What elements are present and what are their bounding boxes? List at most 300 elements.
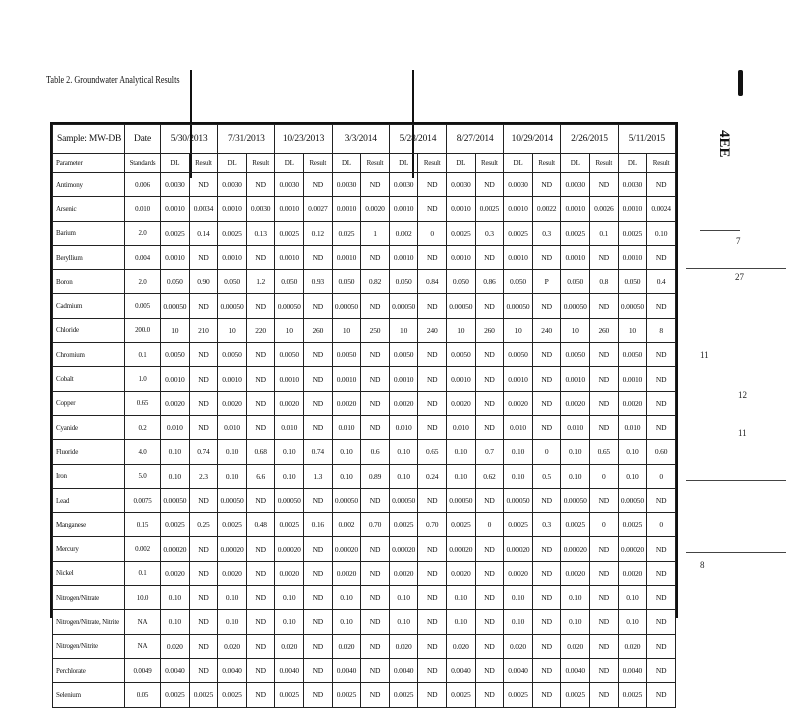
result-cell: 0 (589, 513, 618, 537)
result-cell: ND (589, 634, 618, 658)
result-cell: ND (418, 634, 447, 658)
result-cell: ND (361, 683, 390, 707)
dl-cell: 0.0010 (447, 245, 476, 269)
parameter-cell: Nitrogen/Nitrate (53, 586, 125, 610)
result-cell: ND (189, 658, 218, 682)
dl-cell: 10 (332, 318, 361, 342)
standard-cell: NA (125, 634, 161, 658)
standard-cell: 0.004 (125, 245, 161, 269)
dl-cell: 0.0030 (618, 173, 647, 197)
dl-cell: 0.00050 (275, 294, 304, 318)
dl-cell: 0.0040 (447, 658, 476, 682)
standard-cell: 0.0049 (125, 658, 161, 682)
dl-cell: 0.00020 (447, 537, 476, 561)
dl-cell: 0.00020 (504, 537, 533, 561)
result-cell: ND (304, 245, 333, 269)
dl-cell: 0.025 (332, 221, 361, 245)
result-cell: 0.3 (532, 513, 561, 537)
dl-cell: 0.0030 (447, 173, 476, 197)
result-cell: 260 (304, 318, 333, 342)
result-cell: 0.93 (304, 270, 333, 294)
dl-cell: 0.10 (504, 586, 533, 610)
result-cell: ND (589, 586, 618, 610)
result-cell: ND (475, 658, 504, 682)
result-cell: ND (304, 367, 333, 391)
result-cell: ND (532, 367, 561, 391)
dl-cell: 0.0030 (161, 173, 190, 197)
dl-cell: 0.10 (389, 586, 418, 610)
result-cell: 0.70 (361, 513, 390, 537)
date-label: Date (125, 125, 161, 154)
dl-cell: 0.0025 (618, 221, 647, 245)
dl-cell: 0.0040 (389, 658, 418, 682)
dl-cell: 0.0010 (332, 245, 361, 269)
result-header: Result (647, 154, 676, 173)
standard-cell: 0.0075 (125, 488, 161, 512)
dl-cell: 0.0050 (447, 343, 476, 367)
result-cell: ND (246, 537, 275, 561)
result-cell: 0.24 (418, 464, 447, 488)
result-cell: ND (589, 488, 618, 512)
dl-cell: 0.0010 (218, 367, 247, 391)
result-cell: ND (189, 391, 218, 415)
result-cell: ND (304, 488, 333, 512)
result-cell: ND (189, 488, 218, 512)
dl-cell: 0.00050 (332, 294, 361, 318)
result-cell: ND (304, 683, 333, 707)
result-cell: ND (361, 537, 390, 561)
result-cell: ND (361, 561, 390, 585)
result-cell: 220 (246, 318, 275, 342)
standard-cell: 0.1 (125, 343, 161, 367)
result-cell: 260 (589, 318, 618, 342)
result-cell: 0.74 (189, 440, 218, 464)
dl-cell: 0.0020 (218, 391, 247, 415)
result-cell: ND (589, 367, 618, 391)
result-cell: ND (589, 537, 618, 561)
dl-cell: 10 (504, 318, 533, 342)
result-cell: ND (475, 245, 504, 269)
standards-header: Standards (125, 154, 161, 173)
margin-note: 11 (738, 428, 747, 438)
result-cell: ND (246, 488, 275, 512)
result-cell: ND (189, 537, 218, 561)
standard-cell: 0.05 (125, 683, 161, 707)
dl-cell: 0.0010 (275, 367, 304, 391)
result-cell: ND (361, 658, 390, 682)
result-header: Result (589, 154, 618, 173)
result-cell: ND (246, 343, 275, 367)
standard-cell: 10.0 (125, 586, 161, 610)
dl-cell: 0.0025 (447, 683, 476, 707)
result-cell: ND (589, 415, 618, 439)
dl-header: DL (561, 154, 590, 173)
scan-mark (738, 70, 743, 96)
dl-cell: 0.0020 (504, 561, 533, 585)
dl-cell: 0.050 (332, 270, 361, 294)
parameter-cell: Antimony (53, 173, 125, 197)
parameter-cell: Nitrogen/Nitrite (53, 634, 125, 658)
sample-label: Sample: MW-DB (53, 125, 125, 154)
dl-cell: 0.050 (275, 270, 304, 294)
dl-cell: 0.10 (618, 610, 647, 634)
dl-cell: 0.00050 (561, 488, 590, 512)
table-row (53, 683, 676, 707)
result-cell: ND (361, 415, 390, 439)
dl-cell: 0.10 (332, 464, 361, 488)
parameter-cell: Mercury (53, 537, 125, 561)
result-cell: ND (189, 343, 218, 367)
result-cell: 0.10 (647, 221, 676, 245)
parameter-cell: Fluoride (53, 440, 125, 464)
dl-cell: 0.0030 (389, 173, 418, 197)
result-cell: 1 (361, 221, 390, 245)
result-cell: 1.3 (304, 464, 333, 488)
margin-line (700, 230, 740, 231)
result-cell: ND (647, 488, 676, 512)
dl-cell: 0.00050 (447, 294, 476, 318)
dl-cell: 0.0010 (389, 245, 418, 269)
result-cell: ND (189, 610, 218, 634)
result-cell: ND (246, 173, 275, 197)
dl-cell: 10 (218, 318, 247, 342)
dl-cell: 0.00020 (618, 537, 647, 561)
result-cell: ND (647, 683, 676, 707)
result-cell: ND (304, 537, 333, 561)
table-caption: Table 2. Groundwater Analytical Results (46, 75, 180, 86)
result-cell: 0.90 (189, 270, 218, 294)
dl-cell: 0.10 (447, 610, 476, 634)
dl-cell: 0.10 (504, 440, 533, 464)
dl-cell: 0.00020 (332, 537, 361, 561)
standard-cell: 0.010 (125, 197, 161, 221)
result-cell: 0 (647, 464, 676, 488)
standard-cell: 1.0 (125, 367, 161, 391)
table-row (53, 561, 676, 585)
result-cell: ND (418, 173, 447, 197)
table-row (53, 658, 676, 682)
dl-cell: 0.00050 (561, 294, 590, 318)
result-cell: 0.0025 (475, 197, 504, 221)
dl-cell: 0.0010 (618, 245, 647, 269)
dl-cell: 0.0025 (447, 221, 476, 245)
result-cell: ND (589, 173, 618, 197)
dl-cell: 10 (275, 318, 304, 342)
table-row (53, 464, 676, 488)
result-cell: 0.13 (246, 221, 275, 245)
dl-cell: 0.00050 (218, 294, 247, 318)
parameter-cell: Cadmium (53, 294, 125, 318)
dl-cell: 0.010 (218, 415, 247, 439)
result-cell: ND (532, 537, 561, 561)
table-row (53, 586, 676, 610)
standard-cell: 0.002 (125, 537, 161, 561)
result-header: Result (475, 154, 504, 173)
parameter-cell: Iron (53, 464, 125, 488)
result-header: Result (418, 154, 447, 173)
result-cell: ND (647, 658, 676, 682)
parameter-cell: Copper (53, 391, 125, 415)
dl-cell: 0.00020 (218, 537, 247, 561)
result-cell: 210 (189, 318, 218, 342)
result-cell: ND (246, 634, 275, 658)
dl-cell: 0.0050 (275, 343, 304, 367)
dl-cell: 0.10 (275, 586, 304, 610)
result-cell: ND (475, 586, 504, 610)
dl-cell: 0.0040 (161, 658, 190, 682)
result-cell: 0.48 (246, 513, 275, 537)
dl-cell: 0.0030 (332, 173, 361, 197)
dl-cell: 0.0020 (561, 561, 590, 585)
dl-cell: 10 (447, 318, 476, 342)
result-cell: 0.0022 (532, 197, 561, 221)
result-cell: ND (532, 634, 561, 658)
date-header-row (53, 125, 676, 154)
margin-line (686, 268, 786, 269)
result-cell: ND (361, 391, 390, 415)
result-cell: ND (532, 683, 561, 707)
result-cell: ND (246, 294, 275, 318)
result-cell: ND (647, 391, 676, 415)
dl-cell: 0.0025 (504, 683, 533, 707)
table-row (53, 367, 676, 391)
result-cell: 0.65 (589, 440, 618, 464)
dl-cell: 0.10 (561, 586, 590, 610)
parameter-cell: Chromium (53, 343, 125, 367)
dl-cell: 0.10 (447, 464, 476, 488)
result-cell: ND (475, 488, 504, 512)
result-cell: ND (589, 343, 618, 367)
result-cell: ND (246, 658, 275, 682)
result-cell: ND (418, 197, 447, 221)
result-cell: 0.0034 (189, 197, 218, 221)
dl-cell: 0.020 (332, 634, 361, 658)
standard-cell: NA (125, 610, 161, 634)
table-row (53, 318, 676, 342)
dl-cell: 0.020 (561, 634, 590, 658)
dl-cell: 0.050 (504, 270, 533, 294)
sample-date-header: 8/27/2014 (447, 125, 504, 154)
result-cell: ND (647, 586, 676, 610)
dl-cell: 0.050 (561, 270, 590, 294)
table-row (53, 440, 676, 464)
result-cell: 0.65 (418, 440, 447, 464)
margin-note: 27 (735, 272, 744, 282)
result-cell: ND (532, 658, 561, 682)
table-row (53, 197, 676, 221)
dl-cell: 0.0050 (332, 343, 361, 367)
result-cell: 0 (532, 440, 561, 464)
dl-cell: 0.050 (447, 270, 476, 294)
result-cell: 0.0027 (304, 197, 333, 221)
dl-cell: 0.020 (447, 634, 476, 658)
parameter-cell: Nickel (53, 561, 125, 585)
dl-cell: 0.010 (332, 415, 361, 439)
result-cell: 0.60 (647, 440, 676, 464)
dl-cell: 10 (161, 318, 190, 342)
result-cell: 0 (589, 464, 618, 488)
result-cell: ND (647, 173, 676, 197)
result-cell: 0.3 (475, 221, 504, 245)
result-cell: ND (532, 561, 561, 585)
result-cell: ND (589, 294, 618, 318)
dl-cell: 0.0030 (504, 173, 533, 197)
dl-cell: 0.0040 (561, 658, 590, 682)
result-cell: 240 (532, 318, 561, 342)
result-cell: ND (246, 610, 275, 634)
standard-cell: 0.006 (125, 173, 161, 197)
result-cell: ND (304, 634, 333, 658)
dl-cell: 0.10 (275, 440, 304, 464)
sample-date-header: 5/30/2013 (161, 125, 218, 154)
dl-cell: 0.10 (218, 610, 247, 634)
dl-cell: 0.020 (504, 634, 533, 658)
dl-cell: 0.00020 (161, 537, 190, 561)
dl-cell: 0.050 (161, 270, 190, 294)
result-cell: ND (418, 610, 447, 634)
dl-cell: 0.0010 (504, 367, 533, 391)
result-cell: 6.6 (246, 464, 275, 488)
result-cell: ND (532, 415, 561, 439)
result-cell: ND (418, 561, 447, 585)
result-cell: 250 (361, 318, 390, 342)
dl-cell: 0.002 (389, 221, 418, 245)
result-cell: ND (189, 586, 218, 610)
dl-cell: 0.0010 (218, 197, 247, 221)
dl-cell: 0.0025 (218, 683, 247, 707)
result-cell: 0.62 (475, 464, 504, 488)
dl-cell: 0.0010 (275, 245, 304, 269)
dl-cell: 0.0025 (561, 221, 590, 245)
result-cell: ND (589, 561, 618, 585)
result-cell: ND (418, 586, 447, 610)
parameter-cell: Barium (53, 221, 125, 245)
result-cell: 0.68 (246, 440, 275, 464)
dl-cell: 0.10 (389, 464, 418, 488)
result-cell: ND (189, 634, 218, 658)
dl-cell: 0.0050 (161, 343, 190, 367)
result-header: Result (361, 154, 390, 173)
dl-cell: 0.10 (504, 464, 533, 488)
dl-cell: 0.0025 (161, 221, 190, 245)
dl-cell: 0.00050 (389, 488, 418, 512)
dl-cell: 0.0025 (561, 513, 590, 537)
result-cell: 0.86 (475, 270, 504, 294)
dl-cell: 0.00050 (332, 488, 361, 512)
result-cell: ND (189, 294, 218, 318)
dl-cell: 0.0050 (218, 343, 247, 367)
table-row (53, 294, 676, 318)
result-cell: ND (532, 294, 561, 318)
margin-note: 11 (700, 350, 709, 360)
result-cell: ND (189, 367, 218, 391)
dl-cell: 0.00050 (218, 488, 247, 512)
dl-cell: 0.00050 (504, 488, 533, 512)
result-cell: 8 (647, 318, 676, 342)
result-cell: ND (647, 415, 676, 439)
table-row (53, 343, 676, 367)
dl-cell: 0.010 (504, 415, 533, 439)
dl-cell: 0.0020 (275, 391, 304, 415)
result-cell: 0.82 (361, 270, 390, 294)
result-cell: ND (361, 488, 390, 512)
margin-note: 12 (738, 390, 747, 400)
parameter-cell: Manganese (53, 513, 125, 537)
dl-cell: 0.0025 (504, 513, 533, 537)
dl-cell: 0.00050 (504, 294, 533, 318)
dl-cell: 0.10 (161, 610, 190, 634)
margin-mark: 4EE (716, 130, 732, 158)
dl-cell: 0.0010 (332, 197, 361, 221)
result-cell: ND (418, 658, 447, 682)
dl-cell: 0.0010 (504, 245, 533, 269)
dl-cell: 0.10 (618, 464, 647, 488)
result-cell: ND (246, 245, 275, 269)
dl-header: DL (389, 154, 418, 173)
standard-cell: 0.1 (125, 561, 161, 585)
table-row (53, 415, 676, 439)
result-cell: ND (475, 683, 504, 707)
result-cell: ND (418, 245, 447, 269)
dl-cell: 0.0025 (504, 221, 533, 245)
dl-cell: 0.0010 (618, 367, 647, 391)
standard-cell: 5.0 (125, 464, 161, 488)
dl-cell: 0.0020 (161, 391, 190, 415)
result-cell: ND (418, 537, 447, 561)
dl-cell: 0.0010 (618, 197, 647, 221)
dl-cell: 0.0025 (275, 683, 304, 707)
dl-cell: 0.0020 (218, 561, 247, 585)
result-cell: ND (246, 391, 275, 415)
result-cell: 1.2 (246, 270, 275, 294)
sample-date-header: 5/28/2014 (389, 125, 446, 154)
dl-cell: 0.0050 (618, 343, 647, 367)
result-cell: 0.14 (189, 221, 218, 245)
result-cell: 0.16 (304, 513, 333, 537)
dl-cell: 0.10 (275, 464, 304, 488)
dl-header: DL (504, 154, 533, 173)
dl-cell: 0.0025 (161, 683, 190, 707)
dl-cell: 0.0040 (618, 658, 647, 682)
table-row (53, 537, 676, 561)
result-cell: ND (532, 488, 561, 512)
dl-cell: 0.00020 (561, 537, 590, 561)
dl-cell: 0.0010 (447, 197, 476, 221)
dl-cell: 0.0025 (218, 513, 247, 537)
dl-cell: 0.0040 (332, 658, 361, 682)
dl-cell: 0.10 (161, 464, 190, 488)
dl-cell: 0.0020 (618, 391, 647, 415)
dl-cell: 0.0020 (275, 561, 304, 585)
result-cell: ND (246, 561, 275, 585)
dl-header: DL (332, 154, 361, 173)
result-cell: 0.3 (532, 221, 561, 245)
result-cell: 0.0030 (246, 197, 275, 221)
dl-cell: 0.0025 (447, 513, 476, 537)
dl-cell: 0.010 (561, 415, 590, 439)
dl-cell: 0.0020 (504, 391, 533, 415)
result-cell: 0.12 (304, 221, 333, 245)
dl-cell: 0.0010 (332, 367, 361, 391)
margin-line (686, 552, 786, 553)
result-cell: ND (647, 294, 676, 318)
result-cell: 0 (475, 513, 504, 537)
result-cell: ND (418, 488, 447, 512)
result-cell: 0.0024 (647, 197, 676, 221)
dl-cell: 0.0025 (332, 683, 361, 707)
parameter-cell: Perchlorate (53, 658, 125, 682)
dl-cell: 0.0025 (275, 221, 304, 245)
